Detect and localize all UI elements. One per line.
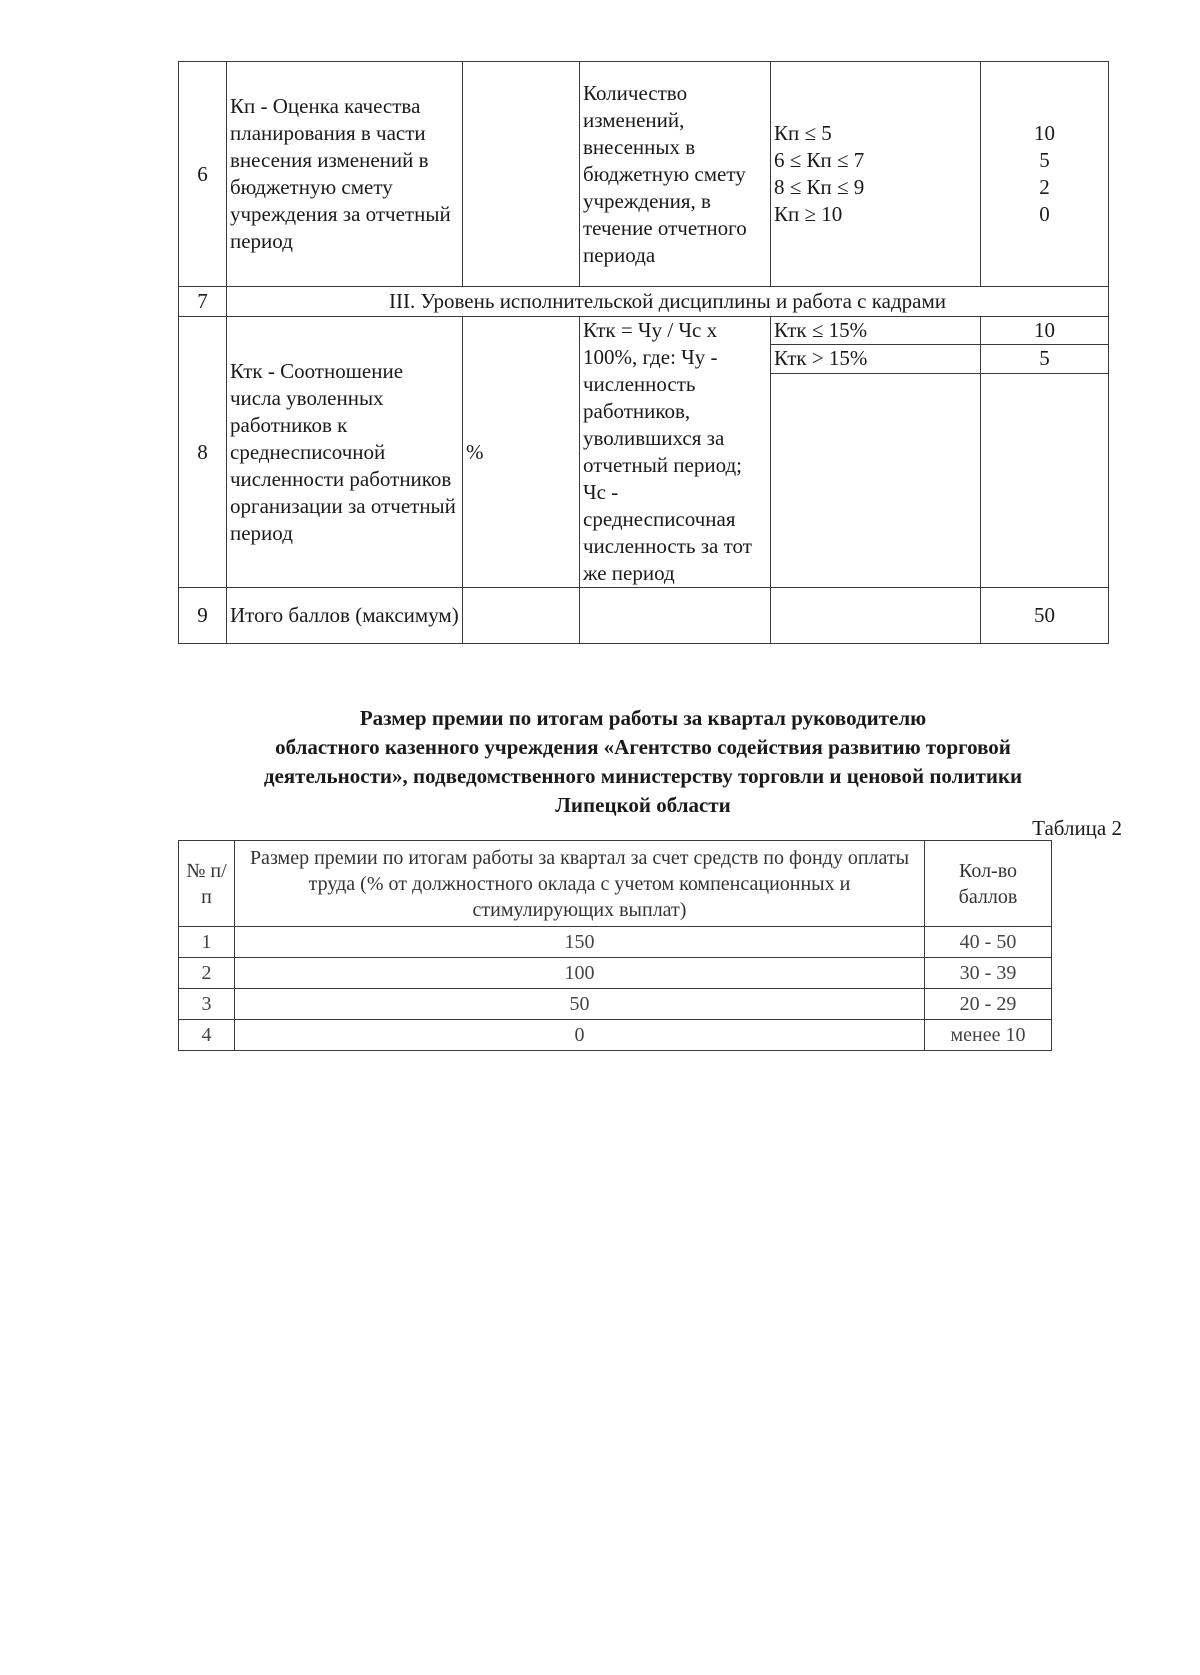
section-heading: III. Уровень исполнительской дисциплины и работа с кадрами <box>227 287 1109 317</box>
title-line: деятельности», подведомственного министерству торговли и ценовой политики <box>263 764 1023 788</box>
indicator-cell: Ктк - Соотношение числа уволенных работников к среднесписочной численности работников организации за отчетный период <box>227 317 463 588</box>
title-line: Размер премии по итогам работы за квартал руководителю <box>359 706 927 730</box>
unit-cell <box>463 62 580 287</box>
empty-cell <box>771 373 981 587</box>
cell-points: 40 - 50 <box>925 927 1052 958</box>
table-row <box>179 958 1052 989</box>
cell-size: 100 <box>235 958 925 989</box>
cell-points: менее 10 <box>925 1020 1052 1051</box>
cell-num: 3 <box>179 989 235 1020</box>
empty-cell <box>771 588 981 644</box>
table-header-row <box>179 841 1052 927</box>
cell-size: 0 <box>235 1020 925 1051</box>
conditions-cell <box>771 62 981 287</box>
score: 10 <box>1034 121 1055 145</box>
header-num: № п/п <box>179 841 235 927</box>
condition: Кп ≥ 10 <box>774 202 843 226</box>
condition: 8 ≤ Кп ≤ 9 <box>774 175 865 199</box>
empty-cell <box>981 373 1109 587</box>
table-caption: Таблица 2 <box>1032 816 1122 840</box>
empty-cell <box>580 588 771 644</box>
header-size: Размер премии по итогам работы за квартал за счет средств по фонду оплаты труда (% от должностного оклада с учетом компенсационных и стимулирующих выплат) <box>235 841 925 927</box>
cell-num: 2 <box>179 958 235 989</box>
table-row-8 <box>179 317 1109 345</box>
table-row-6 <box>179 62 1109 287</box>
indicator-cell: Итого баллов (максимум) <box>227 588 463 644</box>
table-row-9 <box>179 588 1109 644</box>
empty-cell <box>463 588 580 644</box>
row-number: 6 <box>179 62 227 287</box>
calculation-cell: Количество изменений, внесенных в бюджетную смету учреждения, в течение отчетного периода <box>580 62 771 287</box>
row-number: 7 <box>179 287 227 317</box>
condition: Ктк > 15% <box>771 345 981 373</box>
criteria-table <box>178 61 1109 644</box>
cell-size: 150 <box>235 927 925 958</box>
table-row <box>179 1020 1052 1051</box>
bonus-table <box>178 840 1052 1051</box>
indicator-cell: Кп - Оценка качества планирования в части внесения изменений в бюджетную смету учреждения за отчетный период <box>227 62 463 287</box>
score: 5 <box>981 345 1109 373</box>
cell-num: 1 <box>179 927 235 958</box>
row-number: 9 <box>179 588 227 644</box>
scores-cell <box>981 62 1109 287</box>
score: 5 <box>1039 148 1050 172</box>
total-score: 50 <box>981 588 1109 644</box>
section-title <box>178 704 1108 820</box>
condition: 6 ≤ Кп ≤ 7 <box>774 148 865 172</box>
table-row-7 <box>179 287 1109 317</box>
title-line: Липецкой области <box>555 793 731 817</box>
condition: Кп ≤ 5 <box>774 121 832 145</box>
cell-points: 20 - 29 <box>925 989 1052 1020</box>
title-line: областного казенного учреждения «Агентство содействия развитию торговой <box>275 735 1011 759</box>
table-row <box>179 927 1052 958</box>
header-points: Кол-во баллов <box>925 841 1052 927</box>
unit-cell: % <box>463 317 580 588</box>
cell-num: 4 <box>179 1020 235 1051</box>
cell-size: 50 <box>235 989 925 1020</box>
score: 0 <box>1039 202 1050 226</box>
score: 10 <box>981 317 1109 345</box>
table-row <box>179 989 1052 1020</box>
score: 2 <box>1039 175 1050 199</box>
calculation-cell: Ктк = Чу / Чс х 100%, где: Чу - численность работников, уволившихся за отчетный период; Чс - среднесписочная численность за тот же период <box>580 317 771 588</box>
condition: Ктк ≤ 15% <box>771 317 981 345</box>
cell-points: 30 - 39 <box>925 958 1052 989</box>
row-number: 8 <box>179 317 227 588</box>
